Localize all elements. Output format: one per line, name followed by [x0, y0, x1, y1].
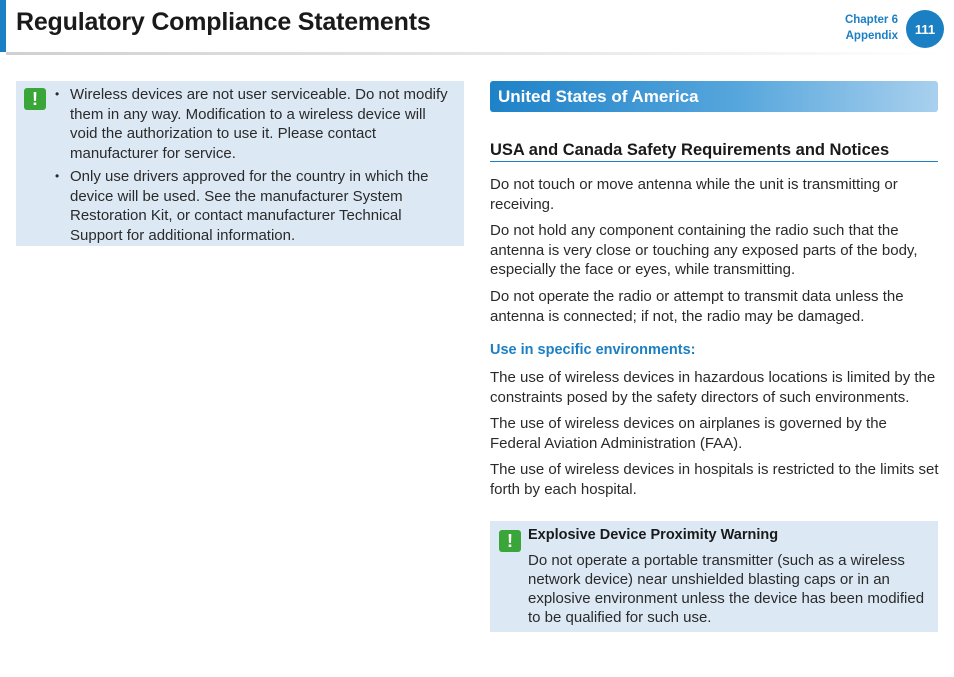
paragraph: Do not operate the radio or attempt to transmit data unless the antenna is connected; if not, the radio may be damaged. — [490, 288, 904, 325]
exclamation-icon: ! — [24, 88, 46, 110]
paragraph: The use of wireless devices on airplanes is governed by the Federal Aviation Administration (FAA). — [490, 415, 887, 452]
page-title: Regulatory Compliance Statements — [16, 8, 431, 36]
chapter-info — [845, 12, 898, 44]
section-label: Appendix — [845, 30, 898, 42]
note-item: • Only use drivers approved for the country in which the device will be used. See the manufacturer System Restoration Kit, or contact manufacturer Technical Support for additional information. — [54, 167, 456, 245]
page-number-badge: 111 — [906, 10, 944, 48]
note-box — [16, 81, 464, 246]
warning-title: Explosive Device Proximity Warning — [528, 527, 779, 543]
environments-heading: Use in specific environments: — [490, 342, 696, 358]
paragraph: The use of wireless devices in hospitals is restricted to the limits set forth by each hospital. — [490, 461, 939, 498]
paragraph: Do not hold any component containing the radio such that the antenna is very close or touching any exposed parts of the body, especially the face or eyes, while transmitting. — [490, 222, 918, 278]
note-list — [54, 85, 456, 249]
warning-text: Do not operate a portable transmitter (such as a wireless network device) near unshielded blasting caps or in an explosive environment unless the device has been modified to be qualified for such use. — [528, 552, 925, 626]
note-item: • Wireless devices are not user serviceable. Do not modify them in any way. Modification to a wireless device will void the authorization to use it. Please contact manufacturer for service. — [54, 85, 456, 163]
section-subheading: USA and Canada Safety Requirements and Notices — [490, 141, 938, 162]
exclamation-icon: ! — [499, 530, 521, 552]
paragraph: Do not touch or move antenna while the unit is transmitting or receiving. — [490, 176, 898, 213]
paragraph: The use of wireless devices in hazardous locations is limited by the constraints posed by the safety directors of such environments. — [490, 369, 936, 406]
warning-box — [490, 521, 938, 632]
header-accent-bar — [0, 0, 6, 52]
section-banner: United States of America — [490, 81, 938, 112]
header-divider — [6, 52, 946, 55]
chapter-label: Chapter 6 — [844, 14, 898, 26]
